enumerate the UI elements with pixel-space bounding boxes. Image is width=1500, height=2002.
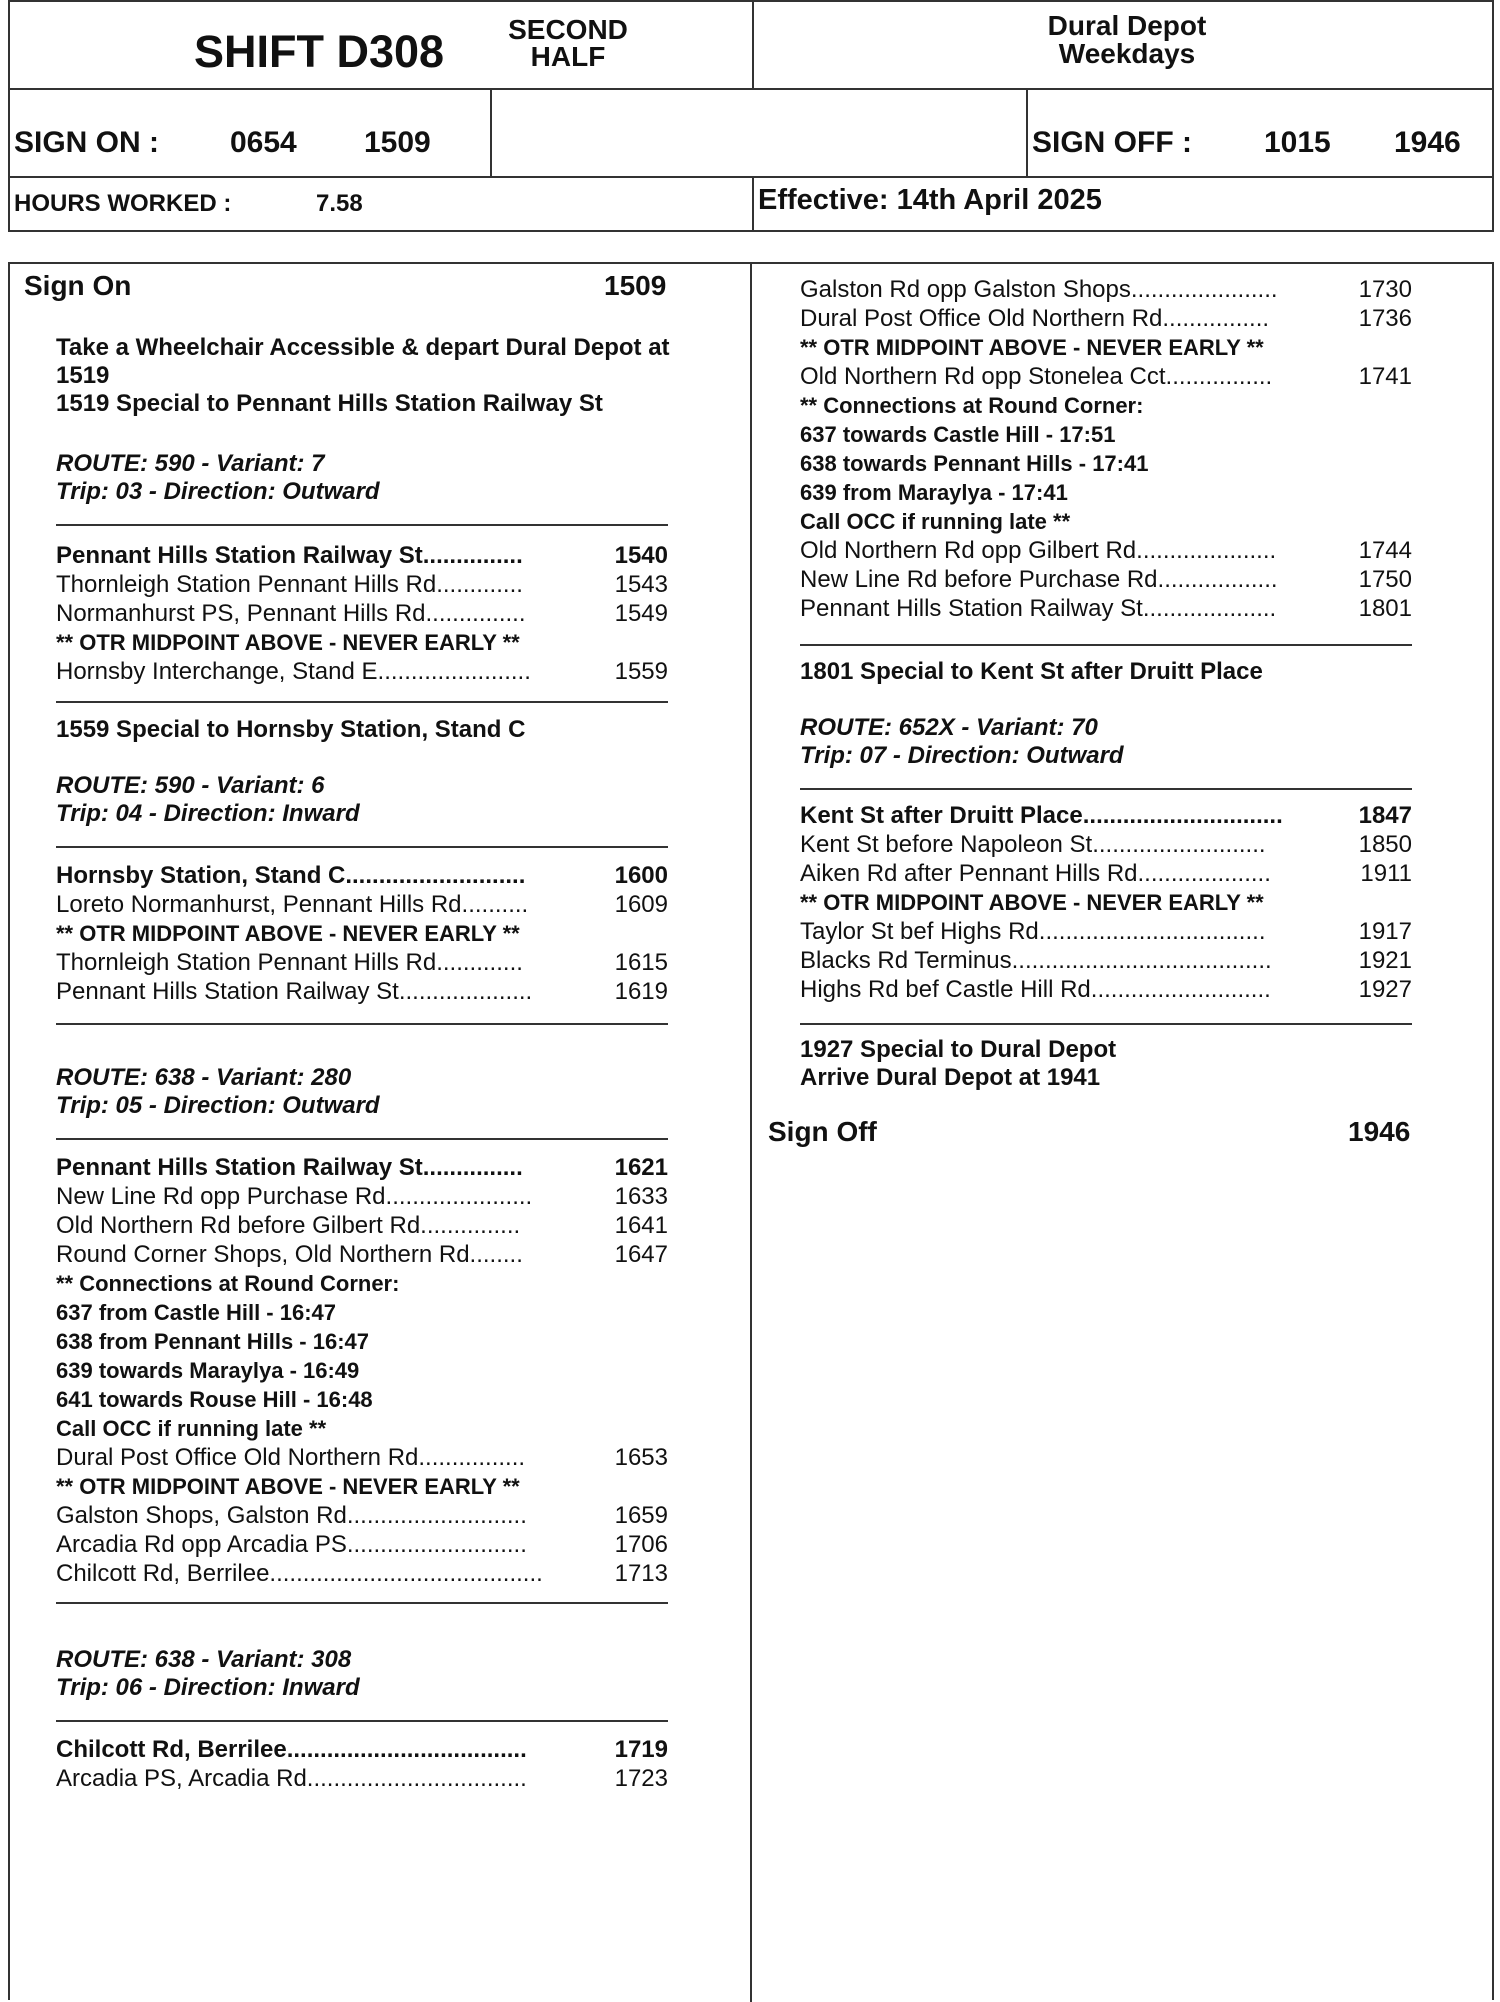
special-6-line-2: Arrive Dural Depot at 1941 bbox=[800, 1064, 1101, 1091]
note-text: 638 towards Pennant Hills - 17:41 bbox=[800, 451, 1149, 476]
stop-name: Chilcott Rd, Berrilee.................................... bbox=[56, 1736, 527, 1763]
trip3-trip: Trip: 05 - Direction: Outward bbox=[56, 1092, 380, 1119]
note-text: 638 from Pennant Hills - 16:47 bbox=[56, 1329, 369, 1354]
depot-label bbox=[758, 12, 1496, 68]
sign-off-heading-time: 1946 bbox=[1348, 1116, 1411, 1147]
trip1-divider bbox=[56, 524, 668, 526]
stop-time: 1549 bbox=[614, 600, 668, 627]
sign-on-time-2: 1509 bbox=[364, 126, 431, 159]
half-line-1: SECOND bbox=[508, 14, 628, 45]
trip2-trip: Trip: 04 - Direction: Inward bbox=[56, 800, 360, 827]
stop-time: 1600 bbox=[614, 862, 668, 889]
stop-name: Old Northern Rd opp Stonelea Cct................ bbox=[800, 363, 1273, 390]
trip1-route: ROUTE: 590 - Variant: 7 bbox=[56, 450, 325, 477]
stop-time: 1647 bbox=[614, 1241, 668, 1268]
sign-on-heading-time: 1509 bbox=[604, 270, 667, 301]
depot-line-1: Dural Depot bbox=[1047, 10, 1207, 41]
stop-time: 1713 bbox=[614, 1560, 668, 1587]
special-6-line-1: 1927 Special to Dural Depot bbox=[800, 1036, 1117, 1063]
stop-name: Dural Post Office Old Northern Rd................ bbox=[800, 305, 1270, 332]
stop-time: 1653 bbox=[614, 1444, 668, 1471]
trip4-trip: Trip: 06 - Direction: Inward bbox=[56, 1674, 360, 1701]
half-line-2: HALF bbox=[530, 41, 606, 72]
stop-name: Hornsby Interchange, Stand E....................... bbox=[56, 658, 531, 685]
trip5-end-divider bbox=[800, 1023, 1412, 1025]
stop-time: 1619 bbox=[614, 978, 668, 1005]
note-text: 637 towards Castle Hill - 17:51 bbox=[800, 422, 1116, 447]
note-text: Call OCC if running late ** bbox=[800, 509, 1071, 534]
stop-name: Arcadia Rd opp Arcadia PS........................... bbox=[56, 1531, 527, 1558]
stop-time: 1559 bbox=[614, 658, 668, 685]
hours-worked-label: HOURS WORKED : bbox=[14, 190, 232, 217]
stop-name: Thornleigh Station Pennant Hills Rd............. bbox=[56, 571, 523, 598]
stop-name: Thornleigh Station Pennant Hills Rd............. bbox=[56, 949, 523, 976]
sign-off-time-2: 1946 bbox=[1394, 126, 1461, 159]
stop-time: 1641 bbox=[614, 1212, 668, 1239]
special-5: 1801 Special to Kent St after Druitt Place bbox=[800, 658, 1263, 685]
stop-time: 1659 bbox=[614, 1502, 668, 1529]
stop-name: Loreto Normanhurst, Pennant Hills Rd.......... bbox=[56, 891, 529, 918]
stop-name: Highs Rd bef Castle Hill Rd........................... bbox=[800, 976, 1271, 1003]
trip2-end-divider bbox=[56, 1023, 668, 1025]
stop-name: Round Corner Shops, Old Northern Rd........ bbox=[56, 1241, 523, 1268]
stop-time: 1850 bbox=[1358, 831, 1412, 858]
stop-time: 1621 bbox=[614, 1154, 668, 1181]
stop-time: 1801 bbox=[1358, 595, 1412, 622]
stop-name: Taylor St bef Highs Rd.................................. bbox=[800, 918, 1266, 945]
stop-time: 1911 bbox=[1360, 860, 1412, 887]
stop-name: New Line Rd opp Purchase Rd...................... bbox=[56, 1183, 533, 1210]
stop-time: 1750 bbox=[1358, 566, 1412, 593]
stop-name: Old Northern Rd opp Gilbert Rd..................... bbox=[800, 537, 1277, 564]
intro-line-3: 1519 Special to Pennant Hills Station Railway St bbox=[56, 390, 603, 417]
stop-name: Pennant Hills Station Railway St.................... bbox=[56, 978, 533, 1005]
sign-off-time-1: 1015 bbox=[1264, 126, 1331, 159]
stop-name: Old Northern Rd before Gilbert Rd............... bbox=[56, 1212, 521, 1239]
note-text: ** OTR MIDPOINT ABOVE - NEVER EARLY ** bbox=[56, 630, 520, 655]
note-text: 639 towards Maraylya - 16:49 bbox=[56, 1358, 360, 1383]
note-text: 639 from Maraylya - 17:41 bbox=[800, 480, 1068, 505]
stop-name: Arcadia PS, Arcadia Rd................................. bbox=[56, 1765, 527, 1792]
stop-name: Hornsby Station, Stand C........................... bbox=[56, 862, 526, 889]
stop-name: Kent St before Napoleon St.......................... bbox=[800, 831, 1266, 858]
note-text: ** OTR MIDPOINT ABOVE - NEVER EARLY ** bbox=[56, 921, 520, 946]
trip5-divider bbox=[800, 788, 1412, 790]
note-text: 641 towards Rouse Hill - 16:48 bbox=[56, 1387, 373, 1412]
stop-name: Chilcott Rd, Berrilee......................................... bbox=[56, 1560, 543, 1587]
note-text: ** Connections at Round Corner: bbox=[800, 393, 1144, 418]
stop-time: 1744 bbox=[1358, 537, 1412, 564]
cont-end-divider bbox=[800, 644, 1412, 646]
trip1-trip: Trip: 03 - Direction: Outward bbox=[56, 478, 380, 505]
trip1-end-divider bbox=[56, 701, 668, 703]
stop-time: 1917 bbox=[1358, 918, 1412, 945]
sign-on-heading: Sign On bbox=[24, 270, 132, 301]
note-text: ** OTR MIDPOINT ABOVE - NEVER EARLY ** bbox=[800, 335, 1264, 360]
stop-time: 1540 bbox=[614, 542, 668, 569]
stop-time: 1921 bbox=[1358, 947, 1412, 974]
note-text: ** OTR MIDPOINT ABOVE - NEVER EARLY ** bbox=[800, 890, 1264, 915]
trip2-divider bbox=[56, 846, 668, 848]
trip5-route: ROUTE: 652X - Variant: 70 bbox=[800, 714, 1098, 741]
shift-header bbox=[8, 0, 1494, 232]
stop-time: 1736 bbox=[1358, 305, 1412, 332]
shift-body bbox=[8, 262, 1494, 2000]
intro-line-2: 1519 bbox=[56, 362, 110, 389]
shift-title: SHIFT D308 bbox=[194, 26, 445, 77]
stop-name: Normanhurst PS, Pennant Hills Rd............... bbox=[56, 600, 526, 627]
sign-off-label: SIGN OFF : bbox=[1032, 126, 1192, 159]
trip3-divider bbox=[56, 1138, 668, 1140]
effective-date: Effective: 14th April 2025 bbox=[758, 184, 1102, 216]
stop-time: 1719 bbox=[614, 1736, 668, 1763]
stop-time: 1723 bbox=[614, 1765, 668, 1792]
intro-line-1: Take a Wheelchair Accessible & depart Dural Depot at bbox=[56, 334, 670, 361]
stop-time: 1543 bbox=[614, 571, 668, 598]
trip3-route: ROUTE: 638 - Variant: 280 bbox=[56, 1064, 352, 1091]
hours-worked-value: 7.58 bbox=[316, 190, 363, 217]
stop-time: 1927 bbox=[1358, 976, 1412, 1003]
stop-name: Pennant Hills Station Railway St............... bbox=[56, 1154, 523, 1181]
depot-line-2: Weekdays bbox=[1058, 38, 1196, 69]
stop-time: 1615 bbox=[614, 949, 668, 976]
stop-time: 1847 bbox=[1358, 802, 1412, 829]
note-text: 637 from Castle Hill - 16:47 bbox=[56, 1300, 337, 1325]
note-text: Call OCC if running late ** bbox=[56, 1416, 327, 1441]
stop-name: New Line Rd before Purchase Rd.................. bbox=[800, 566, 1278, 593]
stop-time: 1730 bbox=[1358, 276, 1412, 303]
stop-name: Dural Post Office Old Northern Rd................ bbox=[56, 1444, 526, 1471]
stop-name: Galston Shops, Galston Rd........................... bbox=[56, 1502, 527, 1529]
sign-on-time-1: 0654 bbox=[230, 126, 297, 159]
trip4-divider bbox=[56, 1720, 668, 1722]
shift-half bbox=[498, 16, 638, 70]
special-2: 1559 Special to Hornsby Station, Stand C bbox=[56, 716, 526, 743]
stop-time: 1741 bbox=[1358, 363, 1412, 390]
stop-name: Galston Rd opp Galston Shops...................... bbox=[800, 276, 1278, 303]
stop-time: 1633 bbox=[614, 1183, 668, 1210]
trip3-end-divider bbox=[56, 1602, 668, 1604]
stop-name: Kent St after Druitt Place.............................. bbox=[800, 802, 1283, 829]
column-divider bbox=[750, 264, 752, 2002]
note-text: ** Connections at Round Corner: bbox=[56, 1271, 400, 1296]
note-text: ** OTR MIDPOINT ABOVE - NEVER EARLY ** bbox=[56, 1474, 520, 1499]
sign-on-label: SIGN ON : bbox=[14, 126, 160, 159]
stop-name: Aiken Rd after Pennant Hills Rd.................... bbox=[800, 860, 1271, 887]
trip2-route: ROUTE: 590 - Variant: 6 bbox=[56, 772, 325, 799]
trip4-route: ROUTE: 638 - Variant: 308 bbox=[56, 1646, 352, 1673]
stop-name: Blacks Rd Terminus....................................... bbox=[800, 947, 1272, 974]
trip5-trip: Trip: 07 - Direction: Outward bbox=[800, 742, 1124, 769]
stop-time: 1706 bbox=[614, 1531, 668, 1558]
stop-time: 1609 bbox=[614, 891, 668, 918]
stop-name: Pennant Hills Station Railway St............... bbox=[56, 542, 523, 569]
stop-name: Pennant Hills Station Railway St.................... bbox=[800, 595, 1277, 622]
sign-off-heading: Sign Off bbox=[768, 1116, 877, 1147]
